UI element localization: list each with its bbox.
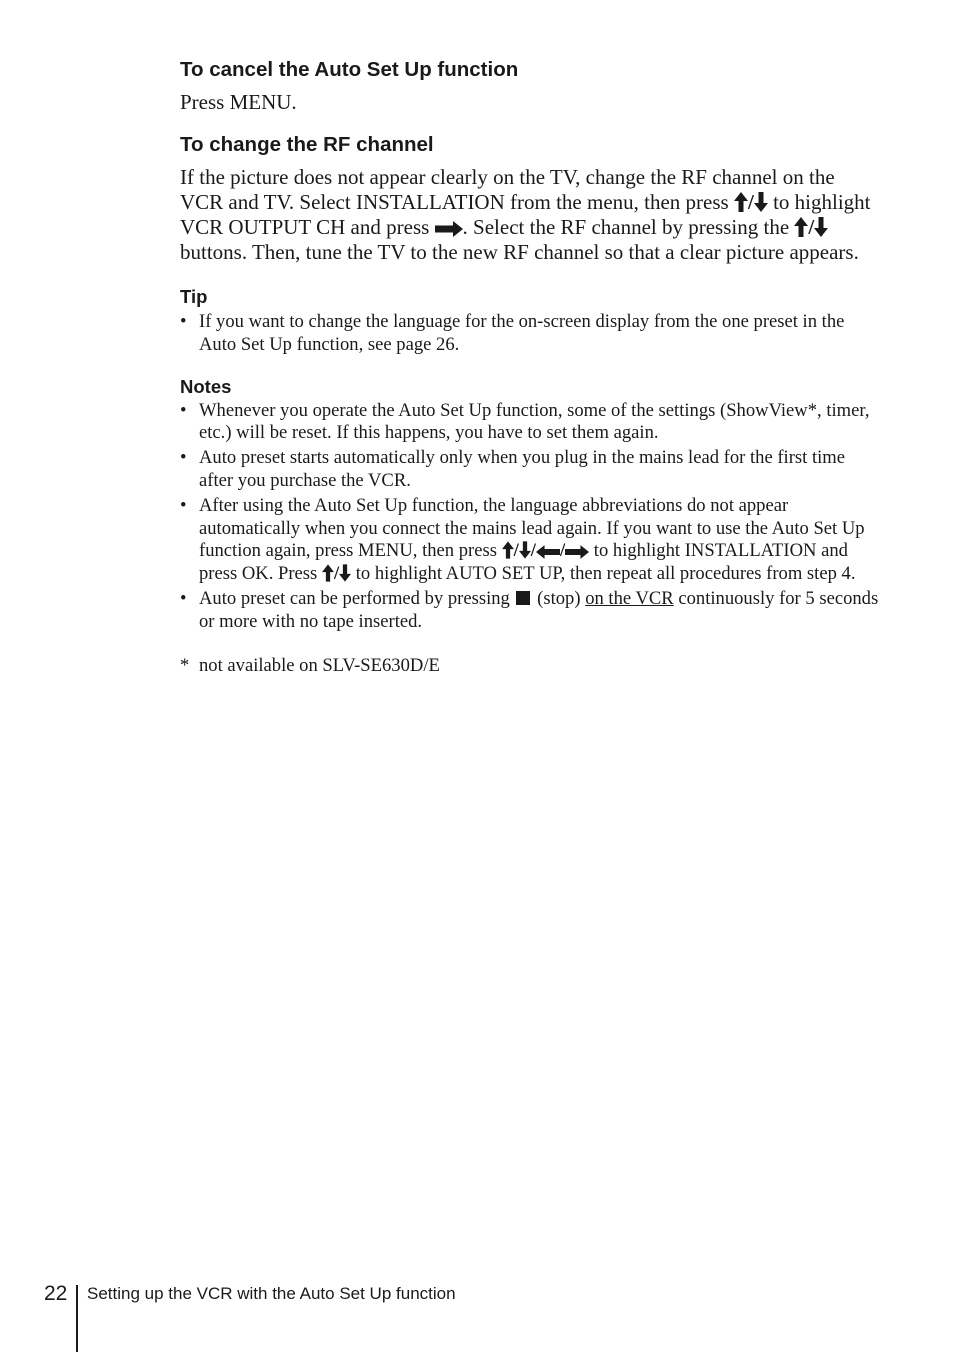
list-item (180, 588, 880, 634)
note-text: Auto preset can be performed by pressing (199, 587, 510, 609)
note-text: After using the Auto Set Up function, the language abbreviations do not appear automatically when you connect the mains lead again. If you want to use the Auto Set Up function again, press MENU, then press (199, 494, 865, 562)
footnote-item (180, 655, 880, 678)
rf-paragraph (180, 165, 880, 265)
note-text: (stop) (537, 587, 581, 609)
tip-heading: Tip (180, 286, 208, 307)
note-text: continuously for 5 seconds or more with no tape inserted. (199, 587, 879, 632)
list-item (180, 400, 880, 446)
rf-heading: To change the RF channel (180, 133, 434, 156)
notes-heading: Notes (180, 375, 232, 397)
up-arrow-icon (734, 192, 748, 212)
down-arrow-icon (339, 564, 351, 582)
rf-text-4: buttons. Then, tune the TV to the new RF channel so that a clear picture appears. (180, 240, 859, 264)
cancel-text: Press MENU. (180, 90, 297, 114)
bullet: • (180, 399, 187, 421)
footnote (180, 655, 880, 678)
rf-text-1: If the picture does not appear clearly on the TV, change the RF channel on the VCR and TV. Select INSTALLATION from the menu, then press (180, 165, 835, 214)
footnote-text: not available on SLV-SE630D/E (199, 654, 440, 676)
left-arrow-icon (536, 545, 560, 559)
page-number: 22 (44, 1282, 68, 1305)
stop-icon (516, 591, 530, 605)
slash: / (530, 540, 536, 562)
running-title: Setting up the VCR with the Auto Set Up function (87, 1284, 456, 1303)
up-arrow-icon (794, 217, 808, 237)
bullet: • (180, 587, 187, 609)
bullet: • (180, 447, 187, 469)
slash: / (513, 540, 519, 562)
slash: / (333, 563, 340, 585)
page-content (180, 57, 880, 679)
rf-text-2: to highlight VCR OUTPUT CH and press (180, 190, 871, 239)
down-arrow-icon (519, 541, 531, 559)
page-footer (0, 1282, 954, 1352)
right-arrow-icon (435, 221, 463, 237)
list-item (180, 311, 880, 357)
note-text: Auto preset starts automatically only when you plug in the mains lead for the first time after you purchase the VCR. (199, 447, 845, 491)
right-arrow-icon (565, 545, 589, 559)
slash: / (559, 540, 566, 562)
note-text: Whenever you operate the Auto Set Up function, some of the settings (ShowView*, timer, etc.) will be reset. If this happens, you have to set them again. (199, 399, 870, 444)
tip-list (180, 311, 880, 357)
tip-text: If you want to change the language for the on-screen display from the one preset in the Auto Set Up function, see page 26. (199, 311, 845, 355)
list-item (180, 447, 880, 493)
slash: / (747, 190, 754, 214)
notes-list (180, 400, 880, 634)
footer-divider (76, 1285, 78, 1352)
up-arrow-icon (502, 541, 514, 559)
down-arrow-icon (754, 192, 768, 212)
rf-text-3: . Select the RF channel by pressing the (462, 215, 790, 239)
note-text: to highlight INSTALLATION and press OK. Press (199, 540, 848, 585)
slash: / (808, 215, 815, 239)
footnote-mark: * (180, 654, 190, 676)
note-text-underlined: on the VCR (585, 587, 674, 609)
down-arrow-icon (814, 217, 828, 237)
note-text: to highlight AUTO SET UP, then repeat all procedures from step 4. (355, 563, 856, 585)
bullet: • (180, 494, 187, 516)
bullet: • (180, 311, 187, 332)
up-arrow-icon (322, 564, 334, 582)
list-item (180, 495, 880, 586)
cancel-heading: To cancel the Auto Set Up function (180, 58, 519, 81)
